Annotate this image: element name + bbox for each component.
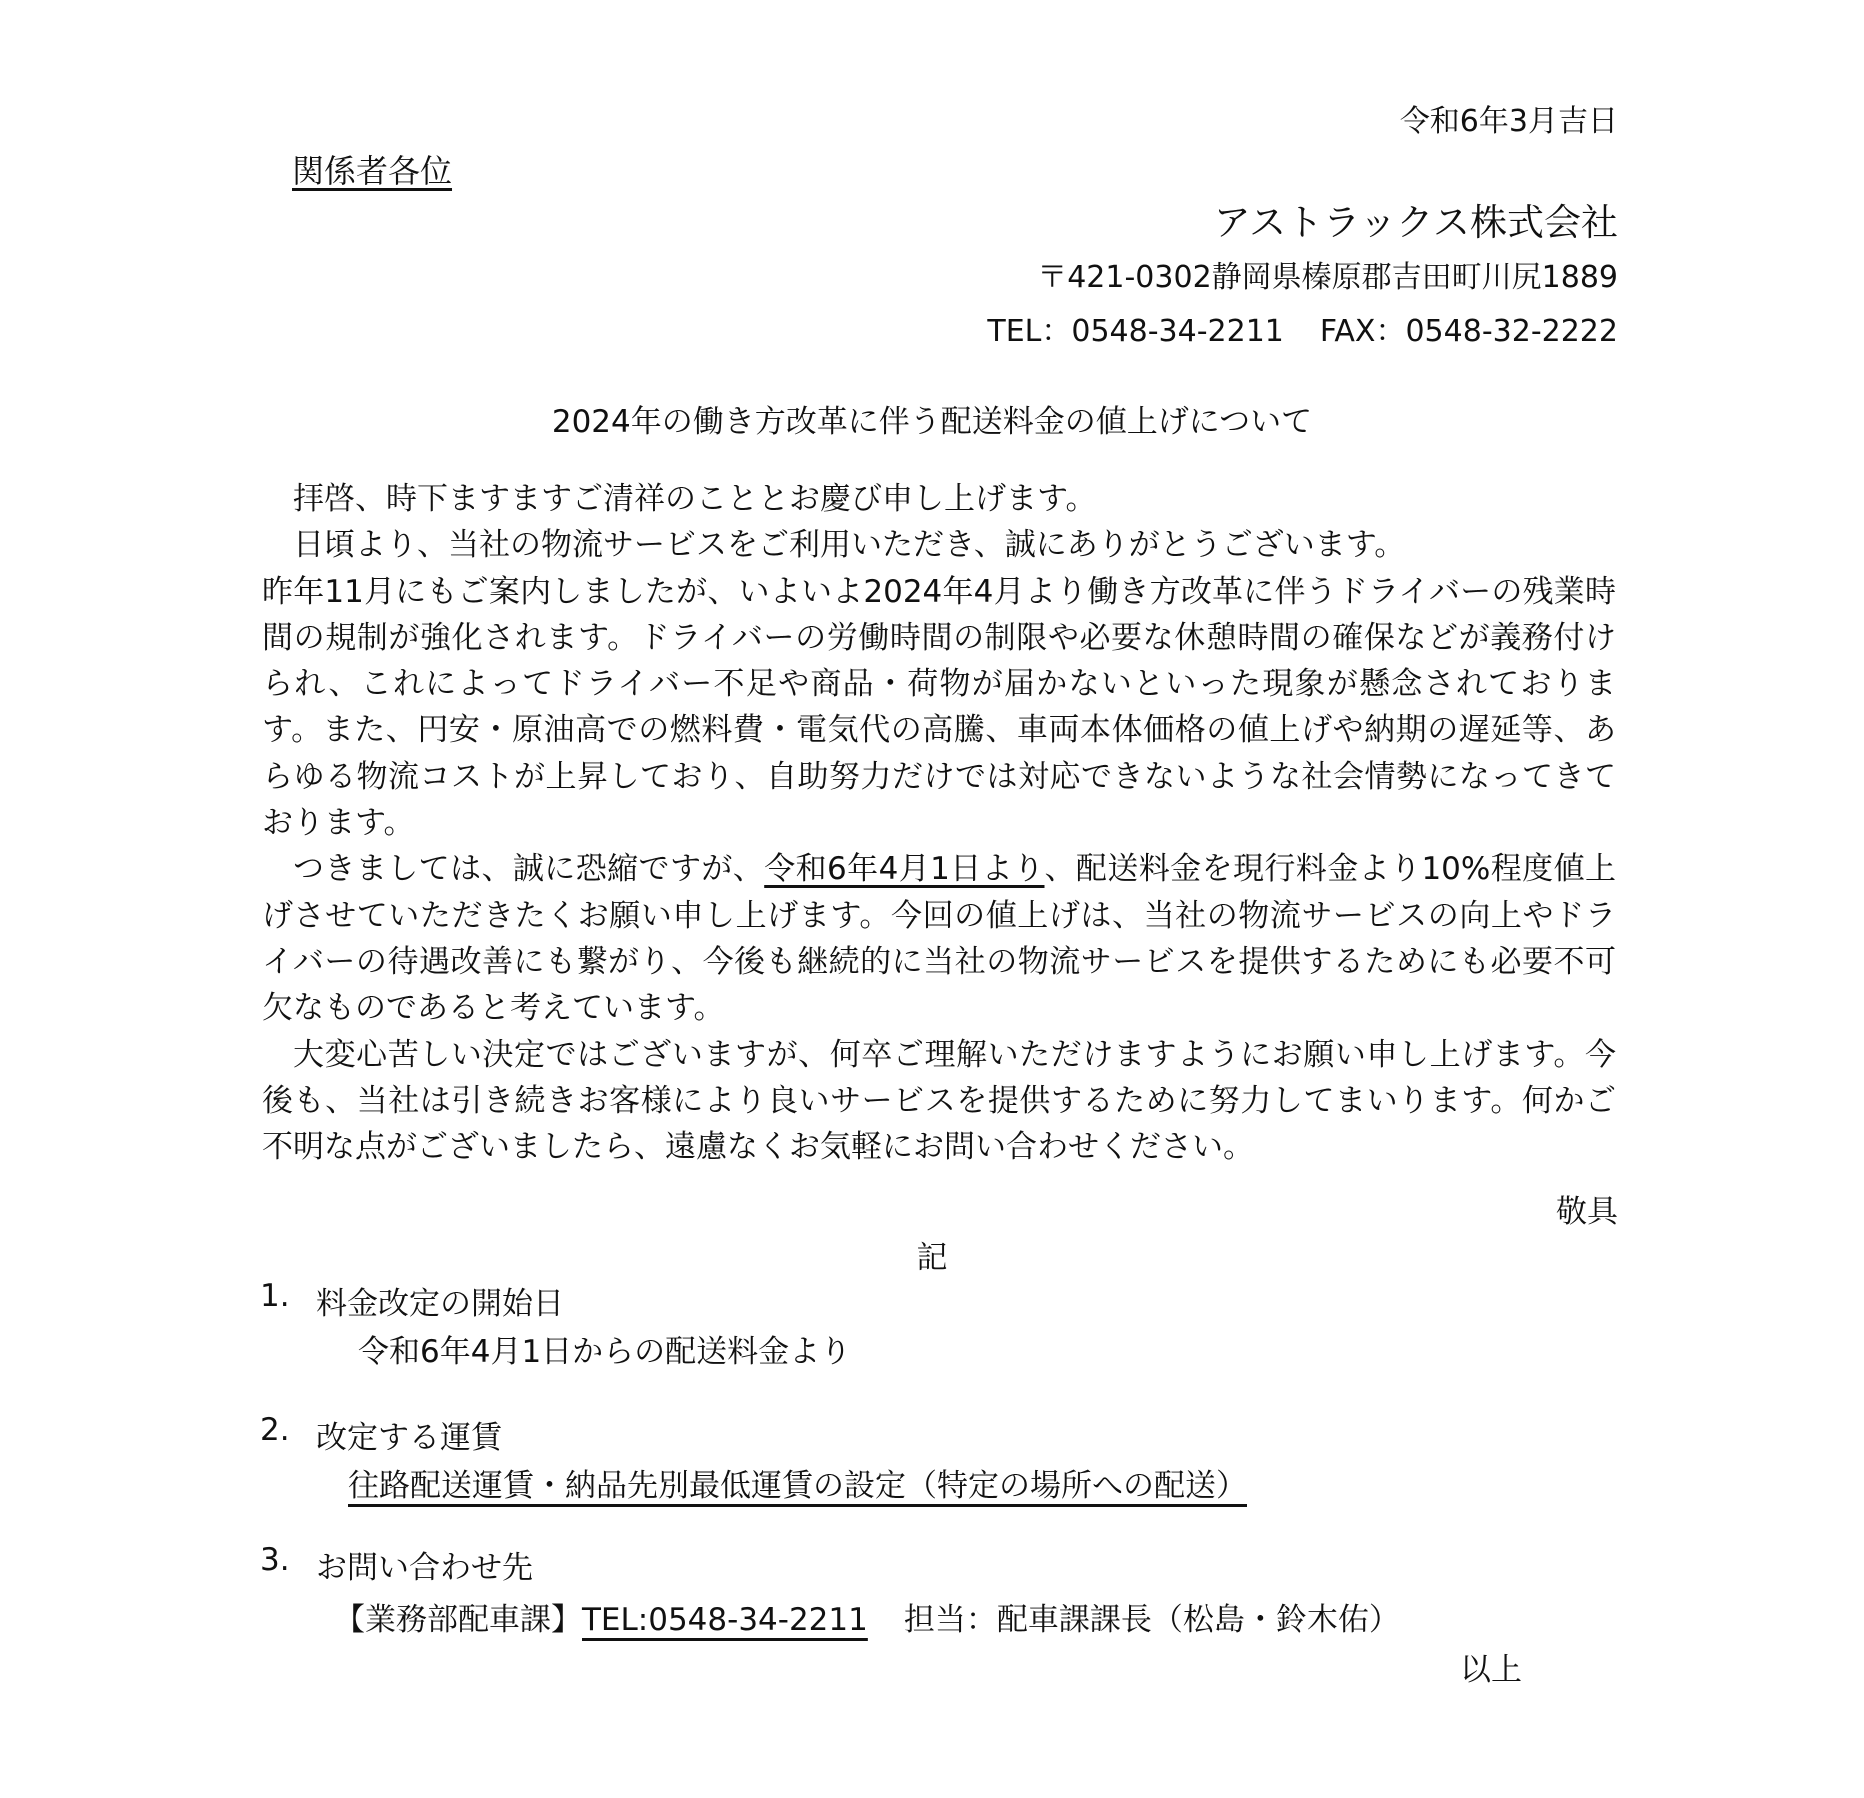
document-date: 令和6年3月吉日 [1399, 104, 1618, 139]
thanks-paragraph: 日頃より、当社の物流サービスをご利用いただき、誠にありがとうございます。 [293, 527, 1406, 564]
paragraph-text: 、配送料金を現行料金より10%程度値上げさせていただきたくお願い申し上げます。今回の値上げは、当社の物流サービスの向上やドライバーの待遇改善にも繋がり、今後も継続的に当社の物流サービスを提供するためにも必要不可欠なものであると考えています。 [262, 851, 1617, 1027]
price-increase-paragraph [262, 846, 1616, 1031]
item-number: 2. [260, 1412, 290, 1448]
addressee: 関係者各位 [292, 152, 453, 190]
document-subject: 2024年の働き方改革に伴う配送料金の値上げについて [551, 404, 1313, 440]
background-paragraph: 昨年11月にもご案内しましたが、いよいよ2024年4月より働き方改革に伴うドライバーの残業時間の規制が強化されます。ドライバーの労働時間の制限や必要な休憩時間の確保などが義務付けられ、これによってドライバー不足や商品・荷物が届かないといった現象が懸念されております。また、円安・原油高での燃料費・電気代の高騰、車両本体価格の値上げや納期の遅延等、あらゆる物流コストが上昇しており、自助努力だけでは対応できないような社会情勢になってきております。 [262, 573, 1616, 842]
tel-number: TEL：0548-34-2211 [987, 314, 1284, 349]
closing-keigu: 敬具 [1556, 1194, 1618, 1230]
request-paragraph: 大変心苦しい決定ではございますが、何卒ご理解いただけますようにお願い申し上げます。今後も、当社は引き続きお客様により良いサービスを提供するために努力してまいります。何かご不明な点がございましたら、遠慮なくお気軽にお問い合わせください。 [262, 1036, 1616, 1166]
contact-line [987, 306, 1618, 350]
contact-person: 担当：配車課課長（松島・鈴木佑） [903, 1602, 1400, 1638]
contact-details [334, 1594, 1400, 1639]
contact-tel: TEL:0548-34-2211 [582, 1602, 868, 1638]
department-name: 【業務部配車課】 [334, 1602, 582, 1638]
fax-number: FAX：0548-32-2222 [1319, 314, 1618, 349]
company-name: アストラックス株式会社 [1213, 201, 1618, 244]
greeting-paragraph: 拝啓、時下ますますご清祥のこととお慶び申し上げます。 [293, 481, 1097, 517]
closing-ijou: 以上 [1460, 1652, 1522, 1688]
letter-body [262, 476, 1616, 1170]
item-value: 往路配送運賃・納品先別最低運賃の設定（特定の場所への配送） [348, 1468, 1247, 1504]
item-number: 1. [260, 1278, 290, 1314]
item-title: お問い合わせ先 [316, 1550, 533, 1586]
effective-date-highlight: 令和6年4月1日より [764, 851, 1045, 888]
item-title: 料金改定の開始日 [316, 1286, 564, 1322]
postal-address: 〒421-0302静岡県榛原郡吉田町川尻1889 [1037, 260, 1618, 295]
paragraph-text: つきましては、誠に恐縮ですが、 [293, 851, 765, 888]
item-value: 令和6年4月1日からの配送料金より [358, 1334, 852, 1370]
item-title: 改定する運賃 [316, 1420, 502, 1456]
item-number: 3. [260, 1542, 290, 1578]
ki-heading: 記 [916, 1240, 948, 1276]
